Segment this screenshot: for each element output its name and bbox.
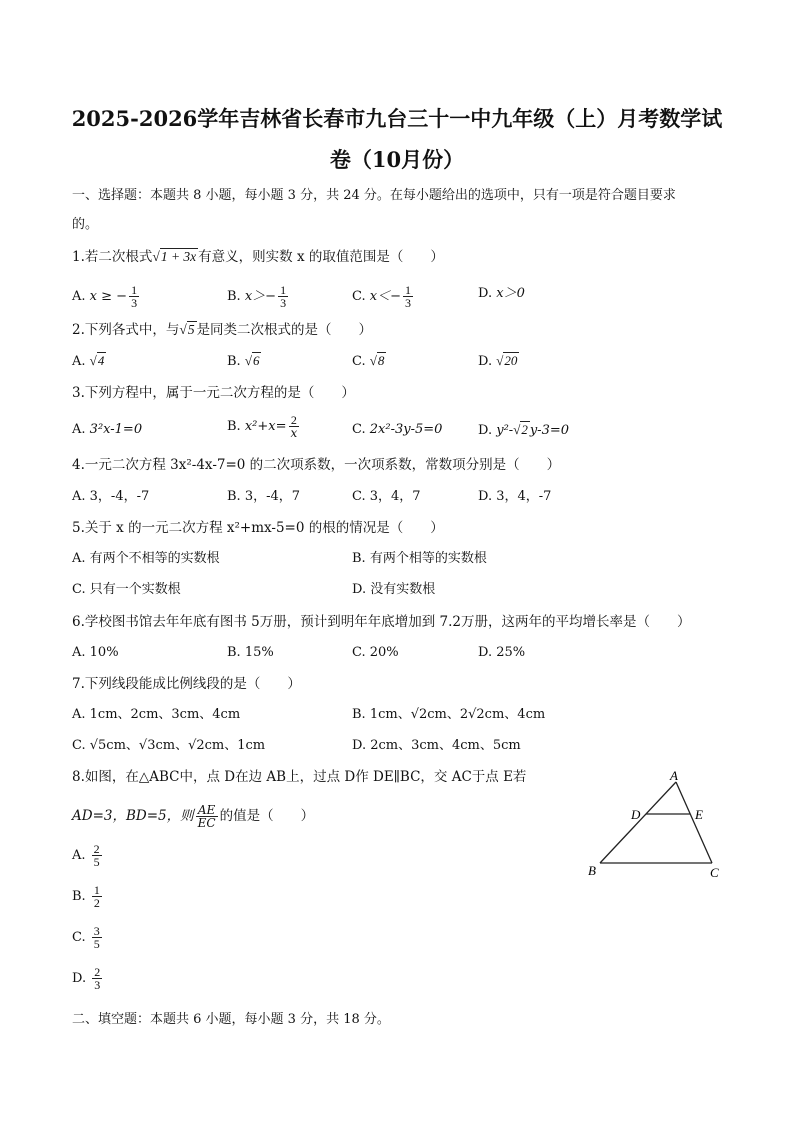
q7-option-d[interactable]: D. 2cm、3cm、4cm、5cm (352, 738, 521, 753)
question-8-cont: AD=3，BD=5，则 $\frac{AE}{EC}$ 的值是（ ） (72, 803, 315, 830)
q6-option-b[interactable]: B. 15% (227, 645, 274, 660)
q6-option-c[interactable]: C. 20% (352, 645, 399, 660)
question-8: 8.如图，在△ABC中，点 D在边 AB上，过点 D作 DE∥BC，交 AC于点 E若 (72, 769, 527, 785)
q5-option-d[interactable]: D. 没有实数根 (352, 582, 436, 597)
side-ab (600, 782, 676, 863)
section1-instructions-cont: 的。 (72, 217, 99, 232)
q1-text-before: 1.若二次根式 (72, 249, 153, 265)
q2-option-b[interactable]: B. √6 (227, 353, 260, 369)
section1-instructions: 一、选择题：本题共 8 小题，每小题 3 分，共 24 分。在每小题给出的选项中，只有一项是符合题目要求 (72, 188, 676, 203)
q7-option-b[interactable]: B. 1cm、√2cm、2√2cm、4cm (352, 707, 546, 722)
q8-option-c[interactable]: C. $\frac{3}{5}$ (72, 924, 100, 951)
section2-instructions: 二、填空题：本题共 6 小题，每小题 3 分，共 18 分。 (72, 1012, 390, 1027)
q5-option-b[interactable]: B. 有两个相等的实数根 (352, 551, 487, 566)
question-3: 3.下列方程中，属于一元二次方程的是（ ） (72, 385, 355, 401)
q1-option-a[interactable]: A. x ≥ − $\frac{1}{3}$ (72, 283, 138, 310)
q1-text-after: 有意义，则实数 x 的取值范围是（ ） (198, 249, 444, 265)
vertex-a-label: A (670, 768, 678, 783)
q6-option-a[interactable]: A. 10% (72, 645, 119, 660)
q3-option-d[interactable]: D. y²-√2 y-3=0 (478, 422, 569, 438)
q6-option-d[interactable]: D. 25% (478, 645, 526, 660)
question-7: 7.下列线段能成比例线段的是（ ） (72, 676, 301, 692)
q1-option-b[interactable]: B. x＞− $\frac{1}{3}$ (227, 283, 287, 310)
q1-sqrt: √1 + 3x (152, 249, 197, 264)
question-6: 6.学校图书馆去年年底有图书 5万册，预计到明年年底增加到 7.2万册，这两年的平均增长率是（ ） (72, 614, 691, 630)
q4-option-a[interactable]: A. 3，-4，-7 (72, 489, 150, 504)
vertex-b-label: B (588, 863, 596, 878)
side-ac (676, 782, 712, 863)
q4-option-b[interactable]: B. 3，-4，7 (227, 489, 301, 504)
q7-option-a[interactable]: A. 1cm、2cm、3cm、4cm (72, 707, 241, 722)
triangle-figure (582, 768, 732, 883)
point-e-label: E (695, 807, 703, 822)
exam-title-line2: 卷（10月份） (329, 147, 465, 172)
vertex-c-label: C (710, 865, 719, 880)
q2-option-c[interactable]: C. √8 (352, 353, 385, 369)
q1-option-c[interactable]: C. x＜− $\frac{1}{3}$ (352, 283, 411, 310)
q2-sqrt: √5 (179, 322, 195, 337)
q8-option-b[interactable]: B. $\frac{1}{2}$ (72, 883, 100, 910)
q8-option-a[interactable]: A. $\frac{2}{5}$ (72, 842, 100, 869)
q5-option-a[interactable]: A. 有两个不相等的实数根 (72, 551, 220, 566)
point-d-label: D (631, 807, 641, 822)
q7-option-c[interactable]: C. √5cm、√3cm、√2cm、1cm (72, 738, 266, 753)
q1-option-d[interactable]: D. x＞0 (478, 286, 525, 301)
question-2: 2.下列各式中，与√5 是同类二次根式的是（ ） (72, 322, 373, 338)
exam-title-line1: 2025-2026学年吉林省长春市九台三十一中九年级（上）月考数学试 (71, 106, 723, 131)
q1-radicand: 1 + 3x (160, 249, 197, 264)
q4-option-c[interactable]: C. 3，4，7 (352, 489, 421, 504)
q5-option-c[interactable]: C. 只有一个实数根 (72, 582, 181, 597)
q4-option-d[interactable]: D. 3，4，-7 (478, 489, 552, 504)
q3-option-a[interactable]: A. 3²x-1=0 (72, 422, 143, 437)
question-5: 5.关于 x 的一元二次方程 x²+mx-5=0 的根的情况是（ ） (72, 520, 444, 536)
q3-option-b[interactable]: B. x²+x= $\frac{2}{x}$ (227, 413, 298, 440)
q2-option-a[interactable]: A. √4 (72, 353, 105, 369)
question-1 (72, 247, 444, 267)
question-4: 4.一元二次方程 3x²-4x-7=0 的二次项系数，一次项系数，常数项分别是（ ） (72, 457, 561, 473)
q8-option-d[interactable]: D. $\frac{2}{3}$ (72, 965, 101, 992)
q3-option-c[interactable]: C. 2x²-3y-5=0 (352, 422, 443, 437)
q2-option-d[interactable]: D. √20 (478, 353, 518, 369)
